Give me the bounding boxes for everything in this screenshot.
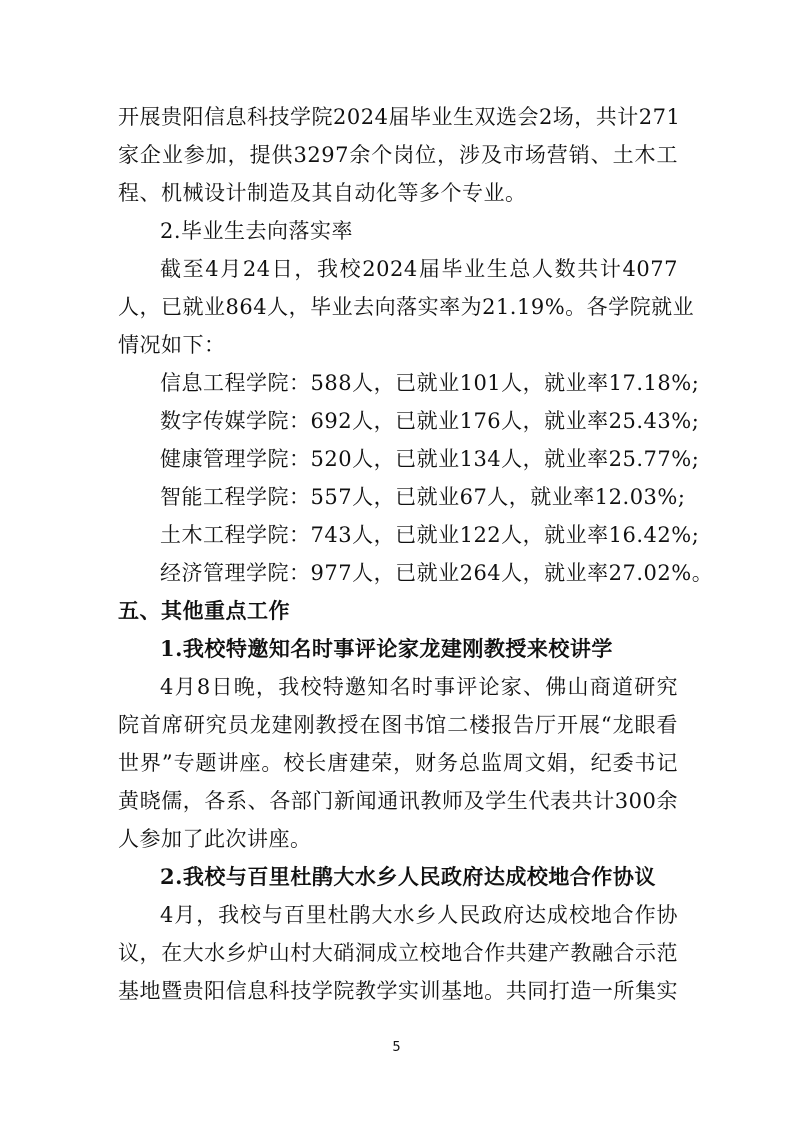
paragraph-line: 世界”专题讲座。校长唐建荣，财务总监周文娟，纪委书记 <box>118 751 678 775</box>
paragraph-line: 情况如下： <box>118 333 226 357</box>
college-stat-line: 智能工程学院：557人，已就业67人，就业率12.03%; <box>160 485 686 509</box>
college-stat-line: 经济管理学院：977人，已就业264人，就业率27.02%。 <box>160 561 714 585</box>
section-heading: 五、其他重点工作 <box>118 599 290 623</box>
paragraph-line: 家企业参加，提供3297余个岗位，涉及市场营销、土木工 <box>118 143 678 167</box>
item-title: 1.我校特邀知名时事评论家龙建刚教授来校讲学 <box>160 636 613 661</box>
paragraph-line: 4月8日晚，我校特邀知名时事评论家、佛山商道研究 <box>160 675 678 699</box>
subheading-employment-rate: 2.毕业生去向落实率 <box>160 219 354 243</box>
paragraph-line: 开展贵阳信息科技学院2024届毕业生双选会2场，共计271 <box>118 105 681 129</box>
paragraph-line: 人，已就业864人，毕业去向落实率为21.19%。各学院就业 <box>118 295 695 319</box>
paragraph-line: 程、机械设计制造及其自动化等多个专业。 <box>118 181 527 205</box>
page-number: 5 <box>392 1040 401 1055</box>
item-title: 2.我校与百里杜鹃大水乡人民政府达成校地合作协议 <box>160 864 656 889</box>
paragraph-line: 4月，我校与百里杜鹃大水乡人民政府达成校地合作协 <box>160 903 678 927</box>
college-stat-line: 土木工程学院：743人，已就业122人，就业率16.42%; <box>160 523 700 547</box>
paragraph-line: 黄晓儒，各系、各部门新闻通讯教师及学生代表共计300余 <box>118 789 678 813</box>
paragraph-line: 截至4月24日，我校2024届毕业生总人数共计4077 <box>160 257 678 281</box>
paragraph-line: 议，在大水乡炉山村大硝洞成立校地合作共建产教融合示范 <box>118 941 678 965</box>
college-stat-line: 数字传媒学院：692人，已就业176人，就业率25.43%; <box>160 409 700 433</box>
college-stat-line: 健康管理学院：520人，已就业134人，就业率25.77%; <box>160 447 700 471</box>
paragraph-line: 基地暨贵阳信息科技学院教学实训基地。共同打造一所集实 <box>118 979 678 1003</box>
paragraph-line: 院首席研究员龙建刚教授在图书馆二楼报告厅开展“龙眼看 <box>118 713 678 737</box>
paragraph-line: 人参加了此次讲座。 <box>118 827 312 851</box>
college-stat-line: 信息工程学院：588人，已就业101人，就业率17.18%; <box>160 371 700 395</box>
